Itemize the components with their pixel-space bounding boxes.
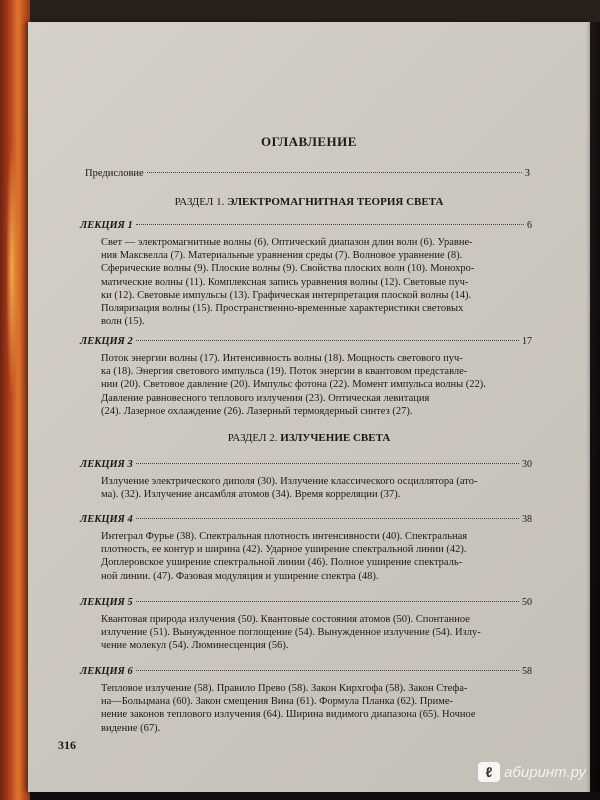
- contents-line: Доплеровское уширение спектральной линии (46). Полное уширение спектраль-: [101, 557, 463, 569]
- contents-line: Сферические волны (9). Плоские волны (9). Свойства плоских волн (10). Монохро-: [101, 263, 475, 275]
- page-number: 316: [58, 738, 76, 752]
- lecture-title: ЛЕКЦИЯ 3: [80, 459, 133, 470]
- contents-line: на—Больцмана (60). Закон смещения Вина (61). Формула Планка (62). Приме-: [101, 696, 454, 708]
- leader-dots: [136, 518, 519, 519]
- lecture-4-heading: [80, 514, 532, 525]
- lecture-5-heading: [80, 597, 532, 608]
- contents-line: (24). Лазерное охлаждение (26). Лазерный термоядерный синтез (27).: [101, 405, 413, 417]
- lecture-page: 58: [522, 666, 532, 677]
- contents-line: чение молекул (54). Люминесценция (56).: [101, 640, 289, 652]
- lecture-5-contents: [101, 613, 531, 653]
- contents-line: нии (20). Световое давление (20). Импульс фотона (22). Момент импульса волны (22).: [101, 379, 486, 391]
- lecture-page: 50: [522, 597, 532, 608]
- leader-dots: [136, 670, 519, 671]
- book-page: [28, 22, 590, 792]
- contents-line: ния Максвелла (7). Материальные уравнения среды (7). Волновое уравнение (8).: [101, 250, 463, 262]
- leader-dots: [147, 172, 522, 173]
- lecture-page: 30: [522, 459, 532, 470]
- book-cover-edge: [0, 0, 30, 800]
- labirint-logo-icon: ℓ: [478, 762, 500, 782]
- contents-line: волн (15).: [101, 316, 145, 328]
- leader-dots: [136, 601, 519, 602]
- preface-entry: [85, 168, 530, 179]
- contents-line: видение (67).: [101, 722, 161, 734]
- lecture-page: 6: [527, 220, 532, 231]
- preface-page: 3: [524, 168, 530, 179]
- lecture-title: ЛЕКЦИЯ 2: [80, 336, 133, 347]
- contents-line: плотность, ее контур и ширина (42). Ударное уширение спектральной линии (42).: [101, 544, 467, 556]
- lecture-4-contents: [101, 530, 531, 583]
- contents-line: нение законов теплового излучения (64). Ширина видимого диапазона (65). Ночное: [101, 709, 476, 721]
- section-name: ИЗЛУЧЕНИЕ СВЕТА: [280, 432, 391, 444]
- leader-dots: [136, 224, 524, 225]
- section-prefix: РАЗДЕЛ 2.: [227, 432, 278, 444]
- lecture-1-contents: [101, 236, 531, 328]
- lecture-6-heading: [80, 666, 532, 677]
- lecture-2-contents: [101, 352, 531, 418]
- lecture-title: ЛЕКЦИЯ 1: [80, 220, 133, 231]
- lecture-title: ЛЕКЦИЯ 5: [80, 597, 133, 608]
- contents-line: излучение (51). Вынужденное поглощение (54). Вынужденное излучение (54). Излу-: [101, 627, 481, 639]
- page-title: ОГЛАВЛЕНИЕ: [261, 134, 357, 149]
- contents-line: матические волны (11). Комплексная запись уравнения волны (12). Световые пуч-: [101, 276, 469, 288]
- contents-line: Квантовая природа излучения (50). Квантовые состояния атомов (50). Спонтанное: [101, 614, 470, 625]
- lecture-1-heading: [80, 220, 532, 231]
- section-1-heading: [28, 196, 590, 208]
- contents-line: Свет — электромагнитные волны (6). Оптический диапазон длин волн (6). Уравне-: [101, 237, 473, 248]
- leader-dots: [136, 340, 519, 341]
- preface-label: Предисловие: [85, 168, 144, 179]
- contents-line: Излучение электрического диполя (30). Излучение классического осциллятора (ато-: [101, 476, 478, 487]
- contents-line: ной линии. (47). Фазовая модуляция и уширение спектра (48).: [101, 570, 379, 582]
- lecture-6-contents: [101, 682, 531, 735]
- contents-line: Тепловое излучение (58). Правило Прево (58). Закон Кирхгофа (58). Закон Стефа-: [101, 683, 468, 694]
- section-name: ЭЛЕКТРОМАГНИТНАЯ ТЕОРИЯ СВЕТА: [227, 196, 444, 208]
- page-shadow: [586, 22, 600, 792]
- section-2-heading: [28, 432, 590, 444]
- contents-line: Давление равновесного теплового излучения (23). Оптическая левитация: [101, 392, 430, 404]
- lecture-page: 38: [522, 514, 532, 525]
- lecture-2-heading: [80, 336, 532, 347]
- contents-line: Интеграл Фурье (38). Спектральная плотность интенсивности (40). Спектральная: [101, 531, 468, 542]
- contents-line: ки (12). Световые импульсы (13). Графическая интерпретация плоской волны (14).: [101, 289, 472, 301]
- lecture-3-heading: [80, 459, 532, 470]
- watermark: [478, 762, 586, 782]
- contents-line: ма). (32). Излучение ансамбля атомов (34). Время корреляции (37).: [101, 489, 401, 501]
- lecture-title: ЛЕКЦИЯ 4: [80, 514, 133, 525]
- contents-line: Поляризация волны (15). Пространственно-временные характеристики световых: [101, 303, 464, 315]
- lecture-3-contents: [101, 475, 531, 501]
- leader-dots: [136, 463, 519, 464]
- watermark-text: абиринт.ру: [504, 763, 586, 781]
- lecture-page: 17: [522, 336, 532, 347]
- contents-line: Поток энергии волны (17). Интенсивность волны (18). Мощность светового пуч-: [101, 353, 463, 364]
- lecture-title: ЛЕКЦИЯ 6: [80, 666, 133, 677]
- section-prefix: РАЗДЕЛ 1.: [174, 196, 225, 208]
- contents-line: ка (18). Энергия светового импульса (19). Поток энергии в квантовом представле-: [101, 366, 468, 378]
